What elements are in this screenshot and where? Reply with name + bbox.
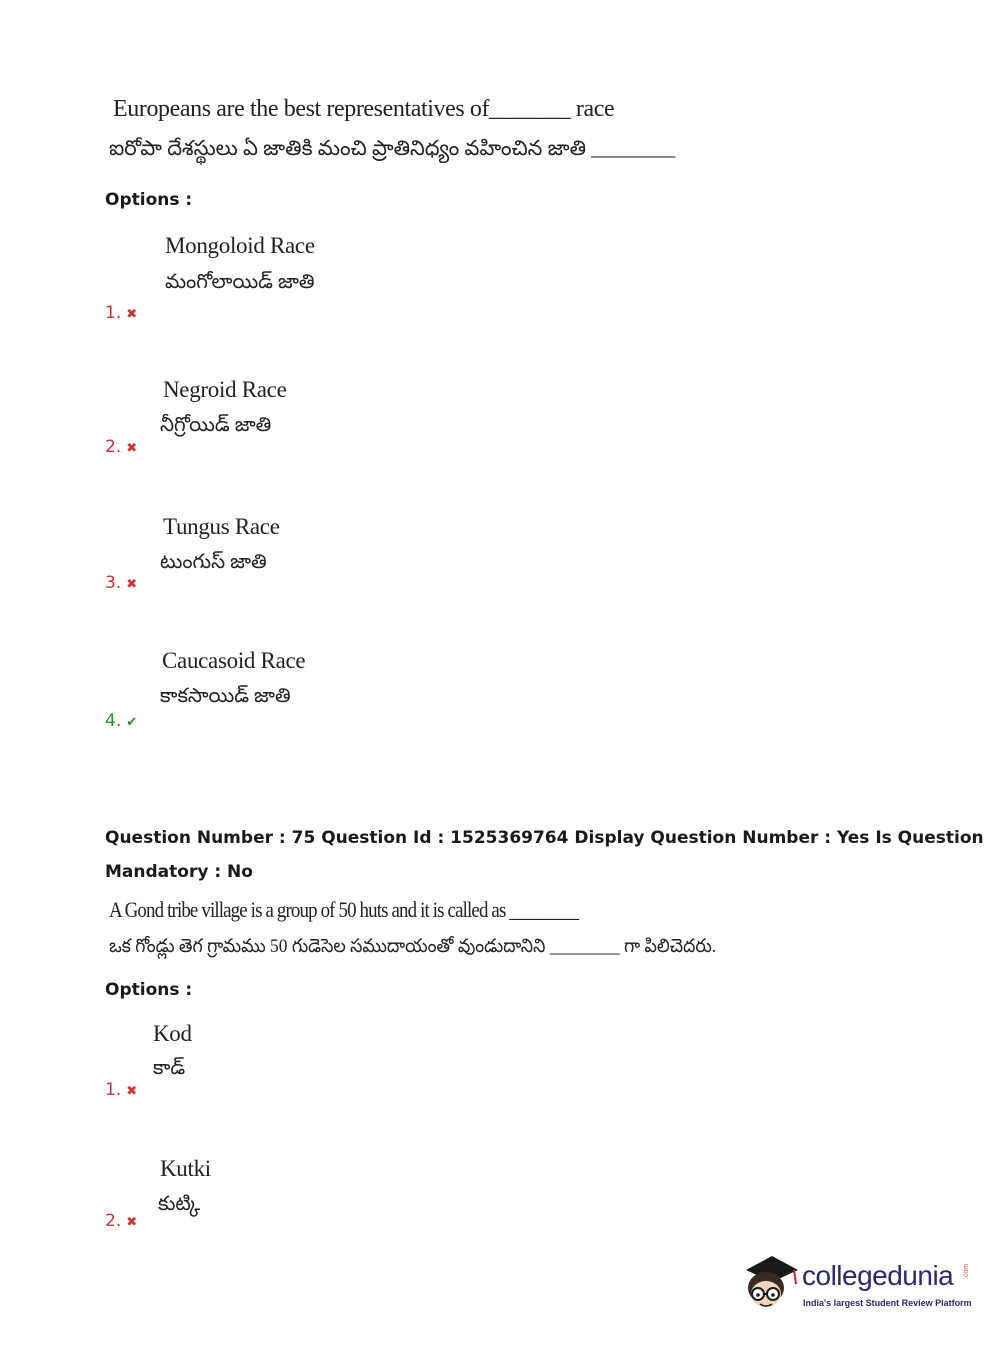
question-meta-mandatory: Mandatory : No — [105, 862, 253, 882]
option-number: 2. ✖ — [105, 1211, 138, 1231]
question-text-te: ఐరోపా దేశస్థులు ఏ జాతికి మంచి ప్రాతినిధ్యం వహించిన జాతి ________ — [109, 136, 676, 160]
question-meta: Question Number : 75 Question Id : 1525369764 Display Question Number : Yes Is Question — [105, 828, 984, 848]
option-text-en: Caucasoid Race — [162, 648, 306, 673]
wrong-icon: ✖ — [126, 1215, 138, 1230]
options-label: Options : — [105, 190, 193, 210]
logo-suffix: .com — [963, 1263, 971, 1280]
option-number: 3. ✖ — [105, 573, 138, 593]
option-number: 4. ✔ — [105, 711, 138, 731]
option-text-te: మంగోలాయిడ్ జాతి — [165, 271, 315, 293]
question-text-te: ఒక గోండ్లు తెగ గ్రామము 50 గుడెసెల సముదాయంతో వుండుదానిని ________ గా పిలిచెదరు. — [109, 936, 717, 957]
option-text-te: కాకసాయిడ్ జాతి — [160, 685, 291, 707]
question-text-en: A Gond tribe village is a group of 50 huts and it is called as ________ — [109, 897, 579, 922]
student-mascot-icon — [742, 1248, 802, 1318]
option-text-te: టుంగుస్ జాతి — [160, 551, 267, 573]
options-label: Options : — [105, 980, 193, 1000]
option-number: 1. ✖ — [105, 303, 138, 323]
option-text-en: Kutki — [160, 1156, 211, 1181]
logo-wordmark: collegedunia — [802, 1260, 954, 1291]
wrong-icon: ✖ — [126, 577, 138, 592]
option-text-en: Kod — [153, 1021, 192, 1046]
wrong-icon: ✖ — [126, 307, 138, 322]
wrong-icon: ✖ — [126, 1084, 138, 1099]
collegedunia-logo — [742, 1248, 972, 1318]
option-number: 2. ✖ — [105, 437, 138, 457]
logo-tagline: India's largest Student Review Platform — [803, 1298, 972, 1308]
question-text-en: Europeans are the best representatives of_______ race — [113, 96, 615, 122]
option-text-en: Negroid Race — [163, 377, 287, 402]
option-number: 1. ✖ — [105, 1080, 138, 1100]
option-text-te: కాడ్ — [153, 1057, 186, 1079]
option-text-en: Mongoloid Race — [165, 233, 315, 258]
wrong-icon: ✖ — [126, 441, 138, 456]
option-text-en: Tungus Race — [163, 514, 280, 539]
option-text-te: నీగ్రోయిడ్ జాతి — [160, 414, 272, 436]
correct-check-icon: ✔ — [126, 715, 138, 730]
option-text-te: కుట్కి — [158, 1193, 201, 1215]
